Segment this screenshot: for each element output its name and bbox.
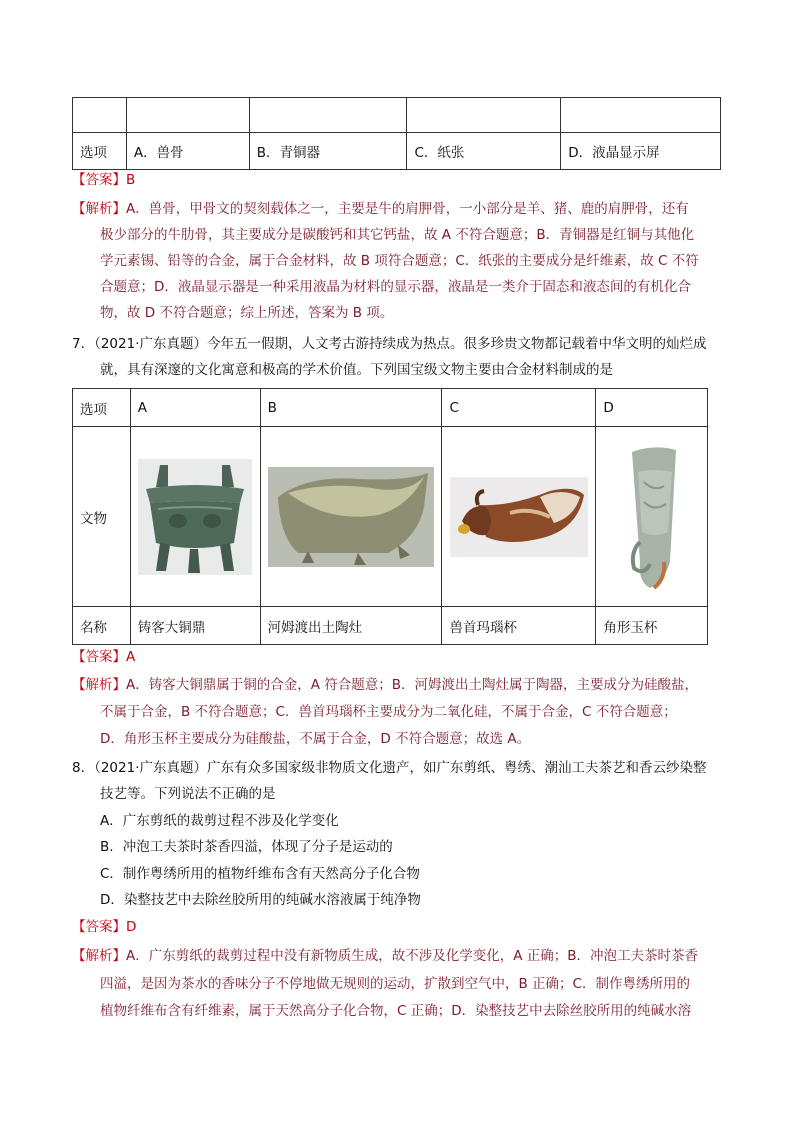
answer-label: 【答案】 — [72, 172, 126, 188]
agate-cup-image — [450, 477, 588, 557]
table-cell — [73, 98, 127, 133]
q7-stem-line: 就，具有深邃的文化寓意和极高的学术价值。下列国宝级文物主要由合金材料制成的是 — [100, 362, 613, 378]
row-label: 选项 — [73, 133, 127, 170]
bronze-ding-image — [138, 459, 252, 575]
analysis-label: 【解析】 — [72, 677, 126, 693]
table-cell — [407, 98, 561, 133]
artifact-cell-a — [130, 427, 260, 607]
q7-analysis-line: 【解析】A．铸客大铜鼎属于铜的合金，A 符合题意；B．河姆渡出土陶灶属于陶器，主要成分为硅酸盐， — [72, 677, 699, 693]
q7-stem-line: 7．（2021·广东真题）今年五一假期，人文考古游持续成为热点。很多珍贵文物都记载着中华文明的灿烂成 — [72, 336, 707, 352]
table-row — [73, 389, 708, 427]
q8-analysis-line: 植物纤维布含有纤维素，属于天然高分子化合物，C 正确；D．染整技艺中去除丝胶所用的纯碱水溶 — [100, 1003, 692, 1019]
q8-analysis-line: 【解析】A．广东剪纸的裁剪过程中没有新物质生成，故不涉及化学变化，A 正确；B．冲泡工夫茶时茶香 — [72, 948, 699, 964]
answer-value: B — [126, 172, 136, 188]
q7-analysis-line: D．角形玉杯主要成分为硅酸盐，不属于合金，D 不符合题意；故选 A。 — [100, 731, 531, 747]
q6-analysis-line: 物，故 D 不符合题意；综上所述，答案为 B 项。 — [100, 305, 394, 321]
q6-analysis-line: 学元素锡、铅等的合金，属于合金材料，故 B 项符合题意；C．纸张的主要成分是纤维素，故 C 不符 — [100, 253, 699, 269]
options-table-q6 — [72, 97, 721, 170]
q8-option-b: B．冲泡工夫茶时茶香四溢，体现了分子是运动的 — [100, 839, 393, 855]
artifact-name: 角形玉杯 — [596, 607, 708, 645]
artifact-cell-d — [596, 427, 708, 607]
option-c: C．纸张 — [407, 133, 561, 170]
artifact-name: 兽首玛瑙杯 — [442, 607, 596, 645]
header-cell: 选项 — [73, 389, 131, 427]
header-cell: A — [130, 389, 260, 427]
analysis-label: 【解析】 — [72, 201, 126, 217]
header-cell: B — [260, 389, 442, 427]
q8-option-d: D．染整技艺中去除丝胶所用的纯碱水溶液属于纯净物 — [100, 892, 421, 908]
header-cell: C — [442, 389, 596, 427]
row-label: 文物 — [73, 427, 131, 607]
q8-analysis-line: 四溢，是因为茶水的香味分子不停地做无规则的运动，扩散到空气中，B 正确；C．制作粤绣所用的 — [100, 976, 690, 992]
table-cell — [126, 98, 249, 133]
q7-analysis-line: 不属于合金，B 不符合题意；C．兽首玛瑙杯主要成分为二氧化硅，不属于合金，C 不符合题意； — [100, 704, 677, 720]
q8-option-c: C．制作粤绣所用的植物纤维布含有天然高分子化合物 — [100, 866, 420, 882]
q8-answer — [72, 914, 136, 940]
q6-answer — [72, 167, 135, 193]
option-a: A．兽骨 — [126, 133, 249, 170]
header-cell: D — [596, 389, 708, 427]
jade-horn-cup-image — [624, 442, 680, 592]
q8-stem-line: 8．（2021·广东真题）广东有众多国家级非物质文化遗产，如广东剪纸、粤绣、潮汕工夫茶艺和香云纱染整 — [72, 760, 707, 776]
option-b: B．青铜器 — [249, 133, 407, 170]
artifact-cell-c — [442, 427, 596, 607]
q6-analysis-line: 极少部分的牛肋骨，其主要成分是碳酸钙和其它钙盐，故 A 不符合题意；B．青铜器是红铜与其他化 — [100, 227, 695, 243]
artifact-name: 铸客大铜鼎 — [130, 607, 260, 645]
table-row — [73, 427, 708, 607]
artifact-name: 河姆渡出土陶灶 — [260, 607, 442, 645]
q8-stem-line: 技艺等。下列说法不正确的是 — [100, 786, 276, 802]
table-row — [73, 607, 708, 645]
answer-label: 【答案】 — [72, 919, 126, 935]
table-cell — [561, 98, 721, 133]
option-d: D．液晶显示屏 — [561, 133, 721, 170]
analysis-label: 【解析】 — [72, 948, 126, 964]
artifacts-table-q7 — [72, 388, 708, 645]
pottery-stove-image — [268, 467, 434, 567]
q8-option-a: A．广东剪纸的裁剪过程不涉及化学变化 — [100, 813, 339, 829]
table-row — [73, 133, 721, 170]
q7-answer — [72, 644, 135, 670]
table-cell — [249, 98, 407, 133]
answer-value: A — [126, 649, 136, 665]
table-row — [73, 98, 721, 133]
q6-analysis-line: 【解析】A．兽骨，甲骨文的契刻载体之一，主要是牛的肩胛骨，一小部分是羊、猪、鹿的肩胛骨，还有 — [72, 201, 689, 217]
answer-label: 【答案】 — [72, 649, 126, 665]
answer-value: D — [126, 919, 137, 935]
row-label: 名称 — [73, 607, 131, 645]
q6-analysis-line: 合题意；D．液晶显示器是一种采用液晶为材料的显示器，液晶是一类介于固态和液态间的有机化合 — [100, 279, 691, 295]
artifact-cell-b — [260, 427, 442, 607]
